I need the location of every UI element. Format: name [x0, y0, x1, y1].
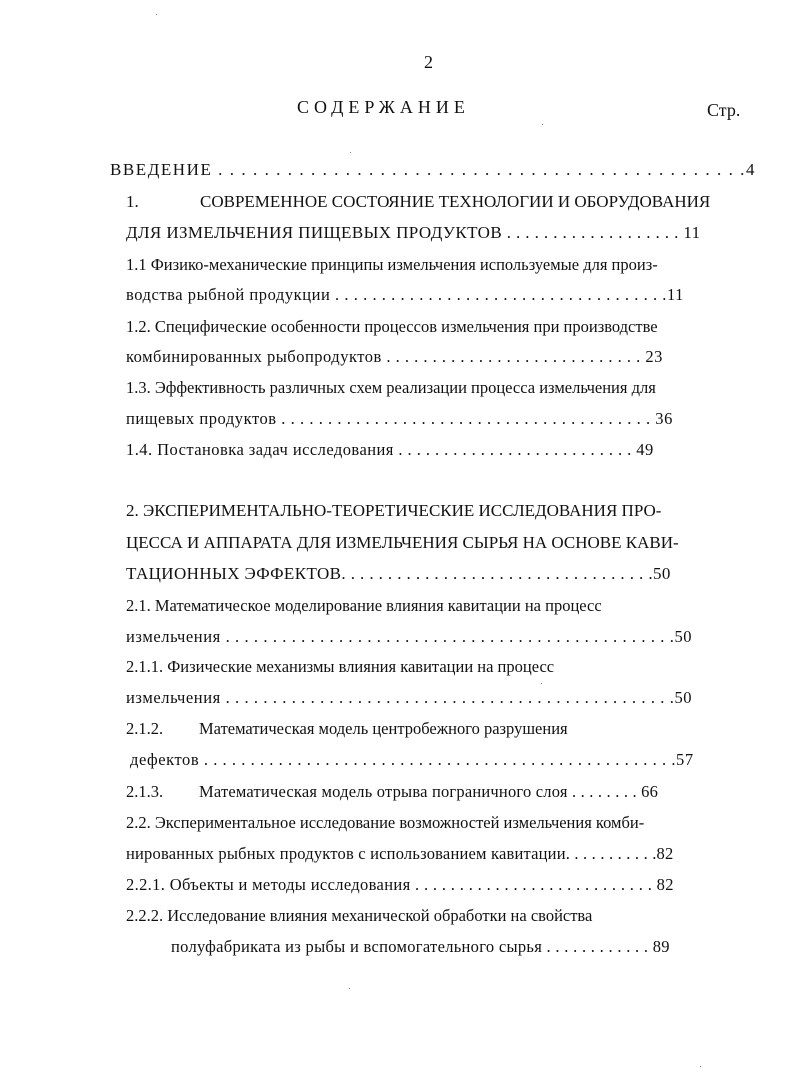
- toc-entry-1-2-line1: 1.2. Специфические особенности процессов измельчения при производстве: [126, 317, 658, 336]
- toc-entry-2-1-line1: 2.1. Математическое моделирование влияния кавитации на процесс: [126, 596, 602, 615]
- toc-entry-1-3-line2: пищевых продуктов . . . . . . . . . . . . . . . . . . . . . . . . . . . . . . . . . . . . . . . . 36: [126, 409, 673, 428]
- page-column-label: Стр.: [707, 100, 741, 120]
- toc-entry-1-line2: ДЛЯ ИЗМЕЛЬЧЕНИЯ ПИЩЕВЫХ ПРОДУКТОВ . . . . . . . . . . . . . . . . . . . 11: [126, 223, 701, 242]
- toc-entry-2-1-1-line1: 2.1.1. Физические механизмы влияния кавитации на процесс: [126, 657, 555, 676]
- scan-speck: [156, 14, 157, 15]
- toc-entry-1-line1: СОВРЕМЕННОЕ СОСТОЯНИЕ ТЕХНОЛОГИИ И ОБОРУДОВАНИЯ: [200, 192, 711, 211]
- scan-speck: [541, 683, 542, 684]
- toc-entry-2-1-2-line2: дефектов . . . . . . . . . . . . . . . . . . . . . . . . . . . . . . . . . . . . . . . . . . . . . . . . . . .57: [130, 750, 694, 769]
- scan-speck: [542, 124, 543, 125]
- toc-entry-2-1-2-number: 2.1.2.: [126, 719, 164, 738]
- toc-entry-2-1-line2: измельчения . . . . . . . . . . . . . . . . . . . . . . . . . . . . . . . . . . . . . . . . . . . . . . . .50: [126, 627, 693, 646]
- toc-entry-2-1-3-number: 2.1.3.: [126, 782, 164, 801]
- toc-entry-1-number: 1.: [126, 192, 139, 211]
- toc-entry-2-2-2-line2: полуфабриката из рыбы и вспомогательного сырья . . . . . . . . . . . . 89: [171, 937, 670, 956]
- toc-entry-intro: ВВЕДЕНИЕ . . . . . . . . . . . . . . . . . . . . . . . . . . . . . . . . . . . . . . . . . . . . . .4: [110, 160, 757, 179]
- toc-entry-2-2-line2: нированных рыбных продуктов с использованием кавитации. . . . . . . . . . .82: [126, 844, 674, 863]
- toc-entry-1-1-line1: 1.1 Физико-механические принципы измельчения используемые для произ-: [126, 255, 658, 274]
- toc-entry-1-3-line1: 1.3. Эффективность различных схем реализации процесса измельчения для: [126, 378, 656, 397]
- toc-entry-1-4: 1.4. Постановка задач исследования . . . . . . . . . . . . . . . . . . . . . . . . . . 49: [126, 440, 654, 459]
- toc-entry-2-line1: 2. ЭКСПЕРИМЕНТАЛЬНО-ТЕОРЕТИЧЕСКИЕ ИССЛЕДОВАНИЯ ПРО-: [126, 501, 662, 520]
- toc-entry-2-line2: ЦЕССА И АППАРАТА ДЛЯ ИЗМЕЛЬЧЕНИЯ СЫРЬЯ НА ОСНОВЕ КАВИ-: [126, 533, 679, 552]
- toc-entry-2-1-3-line1: Математическая модель отрыва пограничного слоя . . . . . . . . 66: [199, 782, 659, 801]
- scan-speck: [700, 1066, 701, 1067]
- toc-entry-2-line3: ТАЦИОННЫХ ЭФФЕКТОВ. . . . . . . . . . . . . . . . . . . . . . . . . . . . . . . . . .50: [126, 564, 671, 583]
- toc-entry-2-1-1-line2: измельчения . . . . . . . . . . . . . . . . . . . . . . . . . . . . . . . . . . . . . . . . . . . . . . . .50: [126, 688, 693, 707]
- page-title: СОДЕРЖАНИЕ: [297, 97, 470, 117]
- toc-entry-2-2-line1: 2.2. Экспериментальное исследование возможностей измельчения комби-: [126, 813, 645, 832]
- toc-entry-2-1-2-line1: Математическая модель центробежного разрушения: [199, 719, 568, 738]
- toc-entry-2-2-1: 2.2.1. Объекты и методы исследования . . . . . . . . . . . . . . . . . . . . . . . . . . . 82: [126, 875, 674, 894]
- toc-entry-2-2-2-line1: 2.2.2. Исследование влияния механической обработки на свойства: [126, 906, 593, 925]
- toc-entry-1-2-line2: комбинированных рыбопродуктов . . . . . . . . . . . . . . . . . . . . . . . . . . . . 23: [126, 347, 663, 366]
- scan-speck: [350, 152, 351, 153]
- scan-speck: [349, 988, 350, 989]
- toc-entry-1-1-line2: водства рыбной продукции . . . . . . . . . . . . . . . . . . . . . . . . . . . . . . . . . . . .11: [126, 285, 684, 304]
- page-number: 2: [424, 52, 433, 72]
